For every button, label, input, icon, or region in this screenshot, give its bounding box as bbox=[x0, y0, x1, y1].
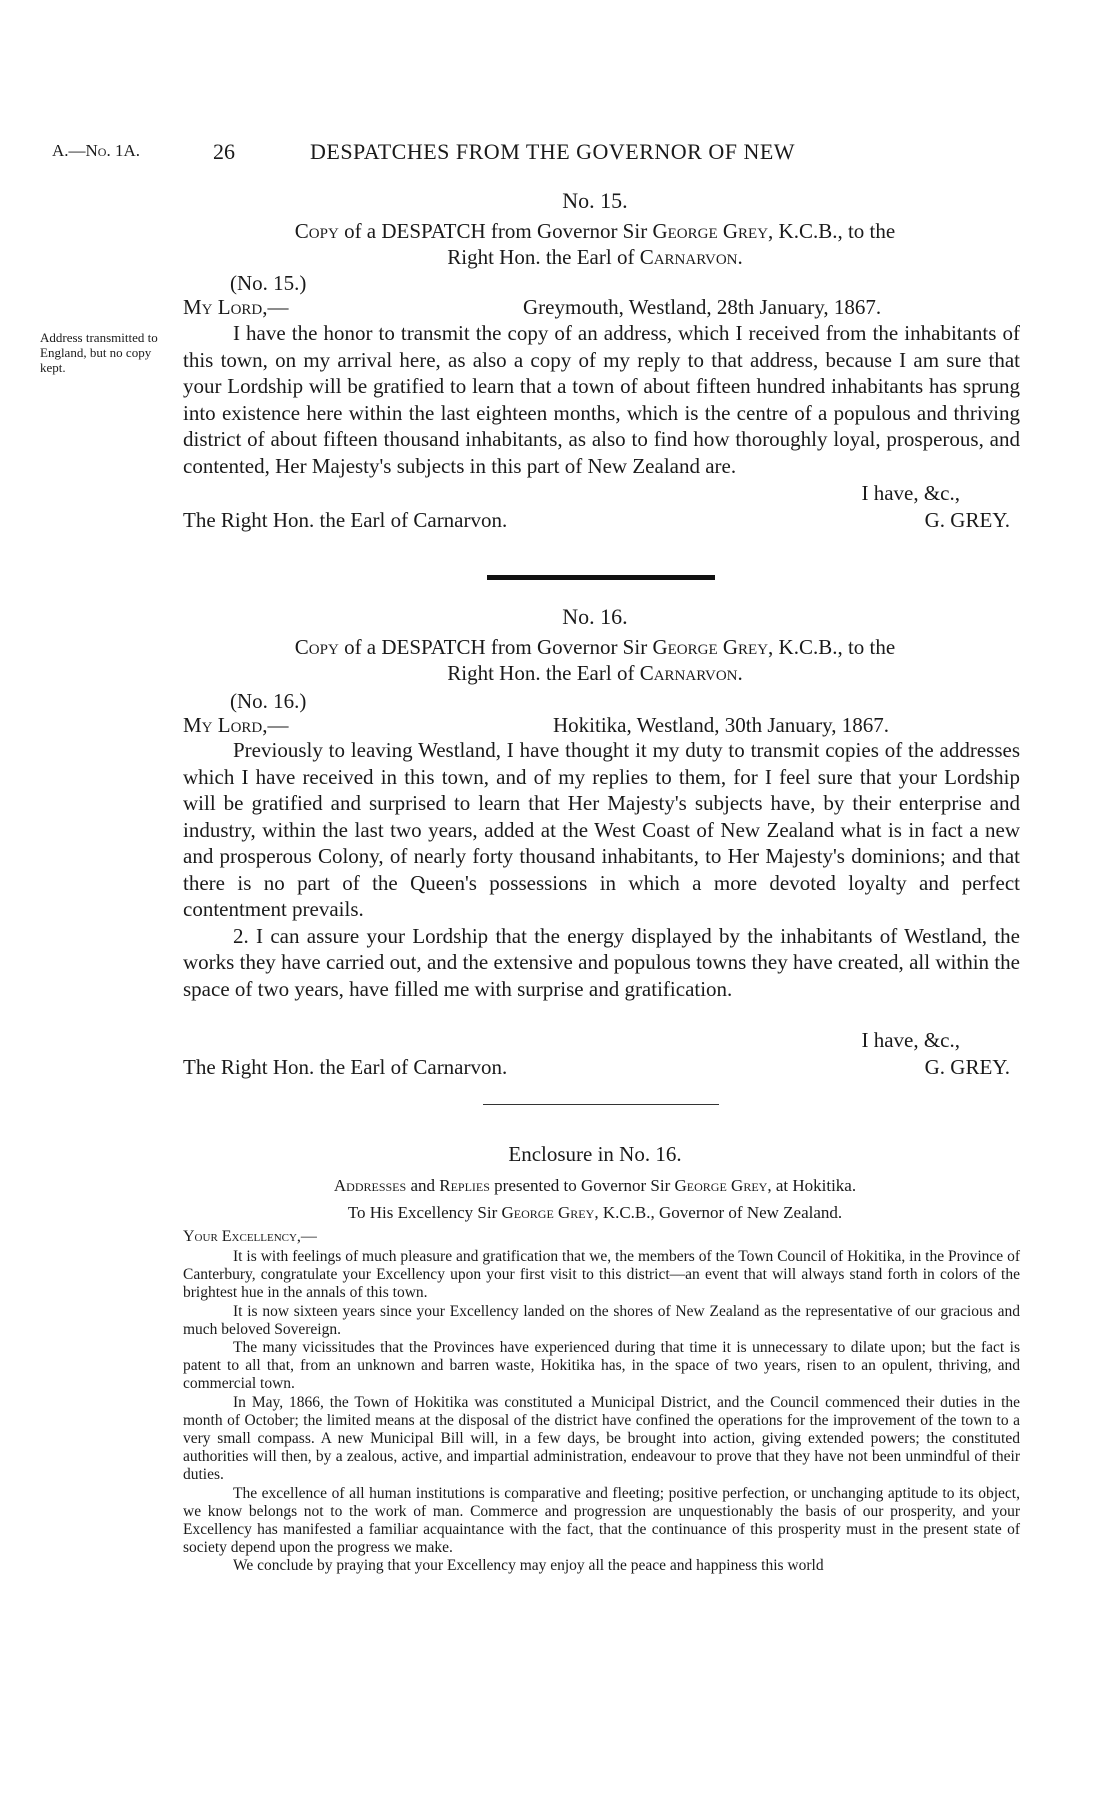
despatch-16-recipient: Right Hon. the Earl of Carnarvon. bbox=[447, 661, 743, 685]
despatch-16-signature: G. GREY. bbox=[924, 1055, 1010, 1079]
enclosure-to-line: To His Excellency Sir George Grey, K.C.B., Governor of New Zealand. bbox=[347, 1203, 843, 1222]
despatch-15-closing: I have, &c., bbox=[861, 481, 960, 505]
despatch-16-salutation: My Lord,— bbox=[183, 713, 289, 737]
despatch-16-paragraph-2: 2. I can assure your Lordship that the energy displayed by the inhabitants of Westland, the works they have carried out, and the extensive and populous towns they have created, all within the space of two years, have filled me with surprise and gratification. bbox=[183, 923, 1020, 1001]
enclosure-body bbox=[183, 1248, 1020, 1576]
enclosure-paragraph: The excellence of all human institutions is comparative and fleeting; positive perfection, or unchanging aptitude to its object, we know belongs not to the work of man. Commerce and progression are unquestionably the basis of our prosperity, and your Excellency has manifested a familiar acquaintance with the fact, that the continuance of this prosperity must in the present state of society depend upon the progress we make. bbox=[183, 1484, 1020, 1557]
margin-note: Address transmitted to England, but no copy kept. bbox=[40, 330, 158, 375]
enclosure-salutation: Your Excellency,— bbox=[183, 1228, 317, 1245]
enclosure-paragraph: It is with feelings of much pleasure and gratification that we, the members of the Town Council of Hokitika, in the Province of Canterbury, congratulate your Excellency upon your first visit to this district—an event that will always stand forth in colors of the brightest hue in the annals of this town. bbox=[183, 1248, 1020, 1302]
despatch-16-paragraph-1: Previously to leaving Westland, I have thought it my duty to transmit copies of the addresses which I have received in this town, and of my replies to them, for I feel sure that your Lordship will be gratified and surprised to learn that Her Majesty's subjects have, by their enterprise and industry, within the last two years, added at the West Coast of New Zealand what is in fact a new and prosperous Colony, of nearly forty thousand inhabitants, to Her Majesty's dominions; and that there is no part of the Queen's possessions in which a more devoted loyalty and perfect contentment prevails. bbox=[183, 738, 1020, 921]
despatch-15-salutation: My Lord,— bbox=[183, 295, 289, 319]
despatch-15-closing-row bbox=[183, 481, 1020, 507]
section-divider-thick bbox=[487, 575, 715, 580]
despatch-15-number: No. 15. bbox=[562, 188, 628, 213]
despatch-16-closing: I have, &c., bbox=[861, 1028, 960, 1052]
page-number: 26 bbox=[213, 139, 235, 164]
despatch-16-closing-row bbox=[183, 1028, 1020, 1054]
running-title: DESPATCHES FROM THE GOVERNOR OF NEW bbox=[310, 139, 796, 164]
despatch-16-place-date: Hokitika, Westland, 30th January, 1867. bbox=[553, 713, 890, 737]
despatch-15-signoff-row bbox=[183, 508, 1020, 534]
enclosure-paragraph: We conclude by praying that your Excellency may enjoy all the peace and happiness this world bbox=[233, 1557, 824, 1575]
enclosure-title: Enclosure in No. 16. bbox=[508, 1142, 682, 1166]
enclosure-paragraph: In May, 1866, the Town of Hokitika was constituted a Municipal District, and the Council commenced their duties in the month of October; the limited means at the disposal of the district have confined the operations for the improvement of the town to a very small compass. A new Municipal Bill will, in a few days, be brought into action, giving extended powers; the constituted authorities will then, by a zealous, active, and impartial administration, endeavour to prove that they have not been unmindful of their duties. bbox=[183, 1393, 1020, 1484]
section-divider-thin bbox=[483, 1104, 719, 1105]
despatch-15-body bbox=[183, 320, 1020, 479]
despatch-15-place-date: Greymouth, Westland, 28th January, 1867. bbox=[523, 295, 882, 319]
despatch-16-signoff-row bbox=[183, 1055, 1020, 1081]
header-ref: A.—No. 1A. bbox=[52, 141, 140, 160]
despatch-16-addressee: The Right Hon. the Earl of Carnarvon. bbox=[183, 1055, 508, 1079]
despatch-15-paragraph: I have the honor to transmit the copy of an address, which I received from the inhabitants of this town, on my arrival here, as also a copy of my reply to that address, because I am sure that your Lordship will be gratified to learn that a town of about fifteen hundred inhabitants has sprung into existence here within the last eighteen months, which is the centre of a populous and thriving district of about fifteen thousand inhabitants, as also to find how thoroughly loyal, prosperous, and contented, Her Majesty's subjects in this part of New Zealand are. bbox=[183, 321, 1020, 478]
despatch-15-copy-line: Copy of a DESPATCH from Governor Sir George Grey, K.C.B., to the bbox=[294, 219, 896, 243]
despatch-16-body bbox=[183, 737, 1020, 1002]
despatch-16-ref: (No. 16.) bbox=[230, 689, 307, 713]
enclosure-paragraph: The many vicissitudes that the Provinces have experienced during that time it is unnecessary to dilate upon; but the fact is patent to all that, from an unknown and barren waste, Hokitika has, in the space of two years, risen to an opulent, thriving, and commercial town. bbox=[183, 1339, 1020, 1393]
despatch-16-copy-line: Copy of a DESPATCH from Governor Sir George Grey, K.C.B., to the bbox=[294, 635, 896, 659]
enclosure-paragraph: It is now sixteen years since your Excellency landed on the shores of New Zealand as the representative of our gracious and much beloved Sovereign. bbox=[183, 1302, 1020, 1338]
despatch-15-addressee: The Right Hon. the Earl of Carnarvon. bbox=[183, 508, 508, 532]
despatch-15-ref: (No. 15.) bbox=[230, 271, 307, 295]
despatch-15-signature: G. GREY. bbox=[924, 508, 1010, 532]
despatch-15-recipient: Right Hon. the Earl of Carnarvon. bbox=[447, 245, 743, 269]
enclosure-subtitle: Addresses and Replies presented to Governor Sir George Grey, at Hokitika. bbox=[333, 1176, 857, 1195]
despatch-16-number: No. 16. bbox=[562, 604, 628, 629]
